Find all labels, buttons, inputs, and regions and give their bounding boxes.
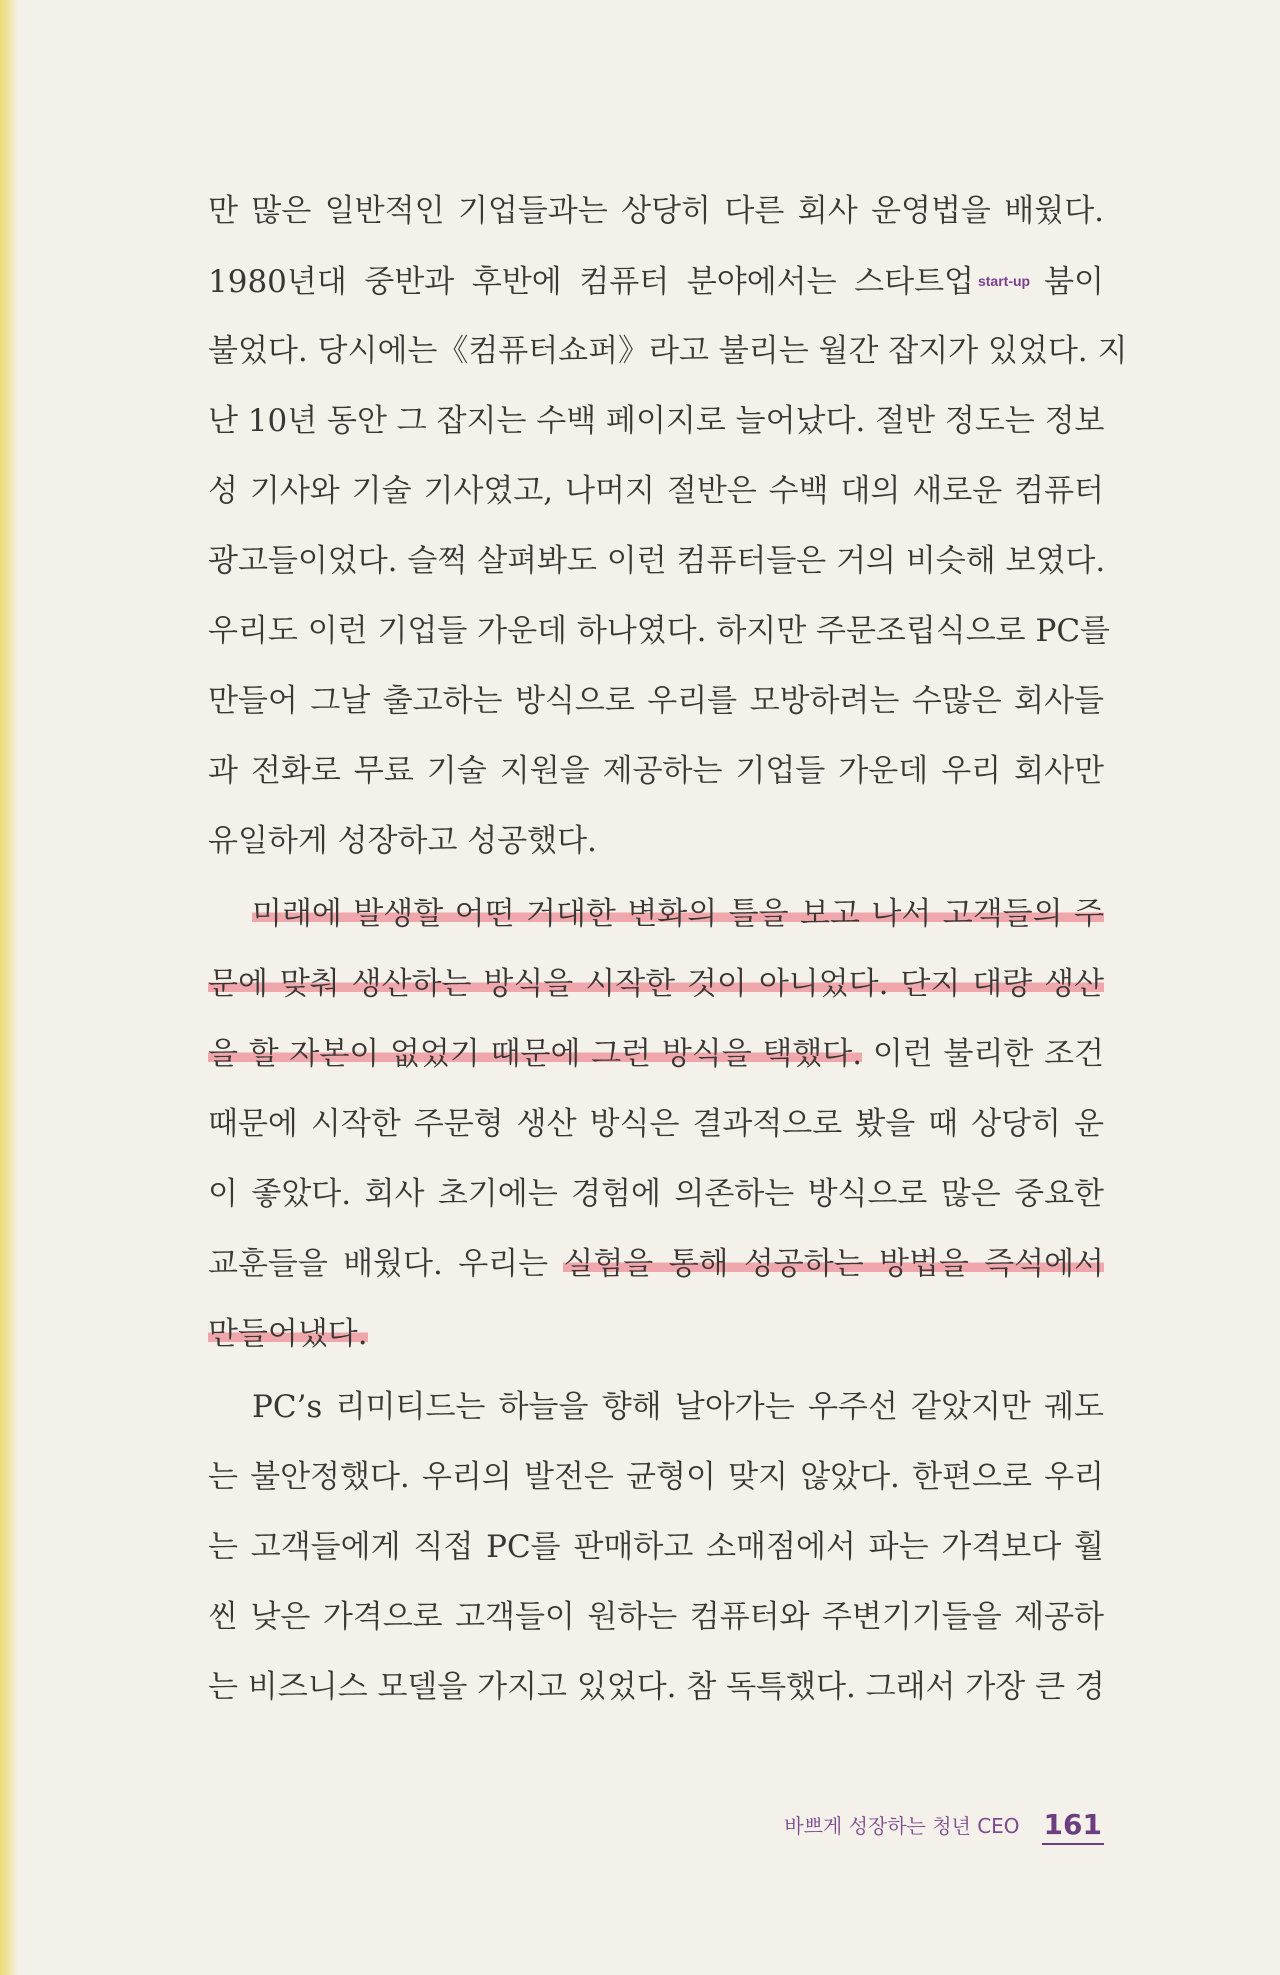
text-line [208,386,1104,456]
paragraph [208,176,1128,876]
body-text [208,176,1128,1722]
highlighted-text: 실험을 통해 성공하는 방법을 즉석에서 [563,1246,1104,1282]
text-line [208,1089,1104,1159]
text-line [208,1652,1104,1722]
text-segment: 씬 낮은 가격으로 고객들이 원하는 컴퓨터와 주변기기들을 제공하 [208,1599,1104,1635]
text-segment: 과 전화로 무료 기술 지원을 제공하는 기업들 가운데 우리 회사만 [208,753,1104,789]
text-line [208,879,1104,949]
text-segment: 교훈들을 배웠다. 우리는 [208,1246,564,1282]
text-segment: 는 비즈니스 모델을 가지고 있었다. 참 독특했다. 그래서 가장 큰 경 [208,1669,1105,1705]
text-line [208,1442,1104,1512]
text-line [208,736,1104,806]
text-line [208,176,1104,246]
text-line [208,1229,1104,1299]
text-segment: 붐이 [1044,264,1104,300]
running-footer-title: 바쁘게 성장하는 청년 CEO [784,1814,1020,1838]
paragraph [208,1372,1104,1722]
text-line [208,1159,1104,1229]
text-line [208,666,1104,736]
text-segment: 만들어 그날 출고하는 방식으로 우리를 모방하려는 수많은 회사들 [208,683,1104,719]
text-line [208,1299,1104,1369]
text-segment: 유일하게 성장하고 성공했다. [208,823,597,859]
text-segment: 1980년대 중반과 후반에 컴퓨터 분야에서는 스타트업 [208,264,974,300]
text-line [208,806,1104,876]
text-line [208,526,1104,596]
text-segment: 이 좋았다. 회사 초기에는 경험에 의존하는 방식으로 많은 중요한 [208,1176,1104,1212]
text-segment: 불었다. 당시에는《컴퓨터쇼퍼》라고 불리는 월간 잡지가 있었다. 지 [208,333,1128,369]
text-line [208,1372,1104,1442]
text-line [208,1512,1104,1582]
text-line [208,246,1104,316]
english-term: start-up [977,273,1031,289]
text-line [208,949,1104,1019]
text-segment: 성 기사와 기술 기사였고, 나머지 절반은 수백 대의 새로운 컴퓨터 [208,473,1104,509]
page-binding-edge [0,0,18,1975]
text-segment: 이런 불리한 조건 [862,1036,1104,1072]
text-segment: 때문에 시작한 주문형 생산 방식은 결과적으로 봤을 때 상당히 운 [208,1106,1104,1142]
text-segment: 광고들이었다. 슬쩍 살펴봐도 이런 컴퓨터들은 거의 비슷해 보였다. [208,543,1106,579]
text-segment: PC’s 리미티드는 하늘을 향해 날아가는 우주선 같았지만 궤도 [252,1389,1104,1425]
text-segment: 만 많은 일반적인 기업들과는 상당히 다른 회사 운영법을 배웠다. [208,193,1104,229]
text-line [208,1019,1104,1089]
highlighted-text: 만들어냈다. [208,1316,368,1352]
paragraph [208,879,1104,1369]
text-segment: 우리도 이런 기업들 가운데 하나였다. 하지만 주문조립식으로 PC를 [208,613,1111,649]
highlighted-text: 문에 맞춰 생산하는 방식을 시작한 것이 아니었다. 단지 대량 생산 [208,966,1104,1002]
text-line [208,596,1111,666]
highlighted-text: 을 할 자본이 없었기 때문에 그런 방식을 택했다. [208,1036,863,1072]
highlighted-text: 미래에 발생할 어떤 거대한 변화의 틀을 보고 나서 고객들의 주 [252,896,1104,932]
text-segment: 난 10년 동안 그 잡지는 수백 페이지로 늘어났다. 절반 정도는 정보 [208,403,1105,439]
text-line [208,1582,1104,1652]
text-segment: 는 불안정했다. 우리의 발전은 균형이 맞지 않았다. 한편으로 우리 [208,1459,1104,1495]
text-line [208,316,1128,386]
page-number: 161 [1042,1808,1104,1845]
text-segment: 는 고객들에게 직접 PC를 판매하고 소매점에서 파는 가격보다 훨 [208,1529,1104,1565]
text-line [208,456,1104,526]
page-footer [784,1808,1104,1845]
